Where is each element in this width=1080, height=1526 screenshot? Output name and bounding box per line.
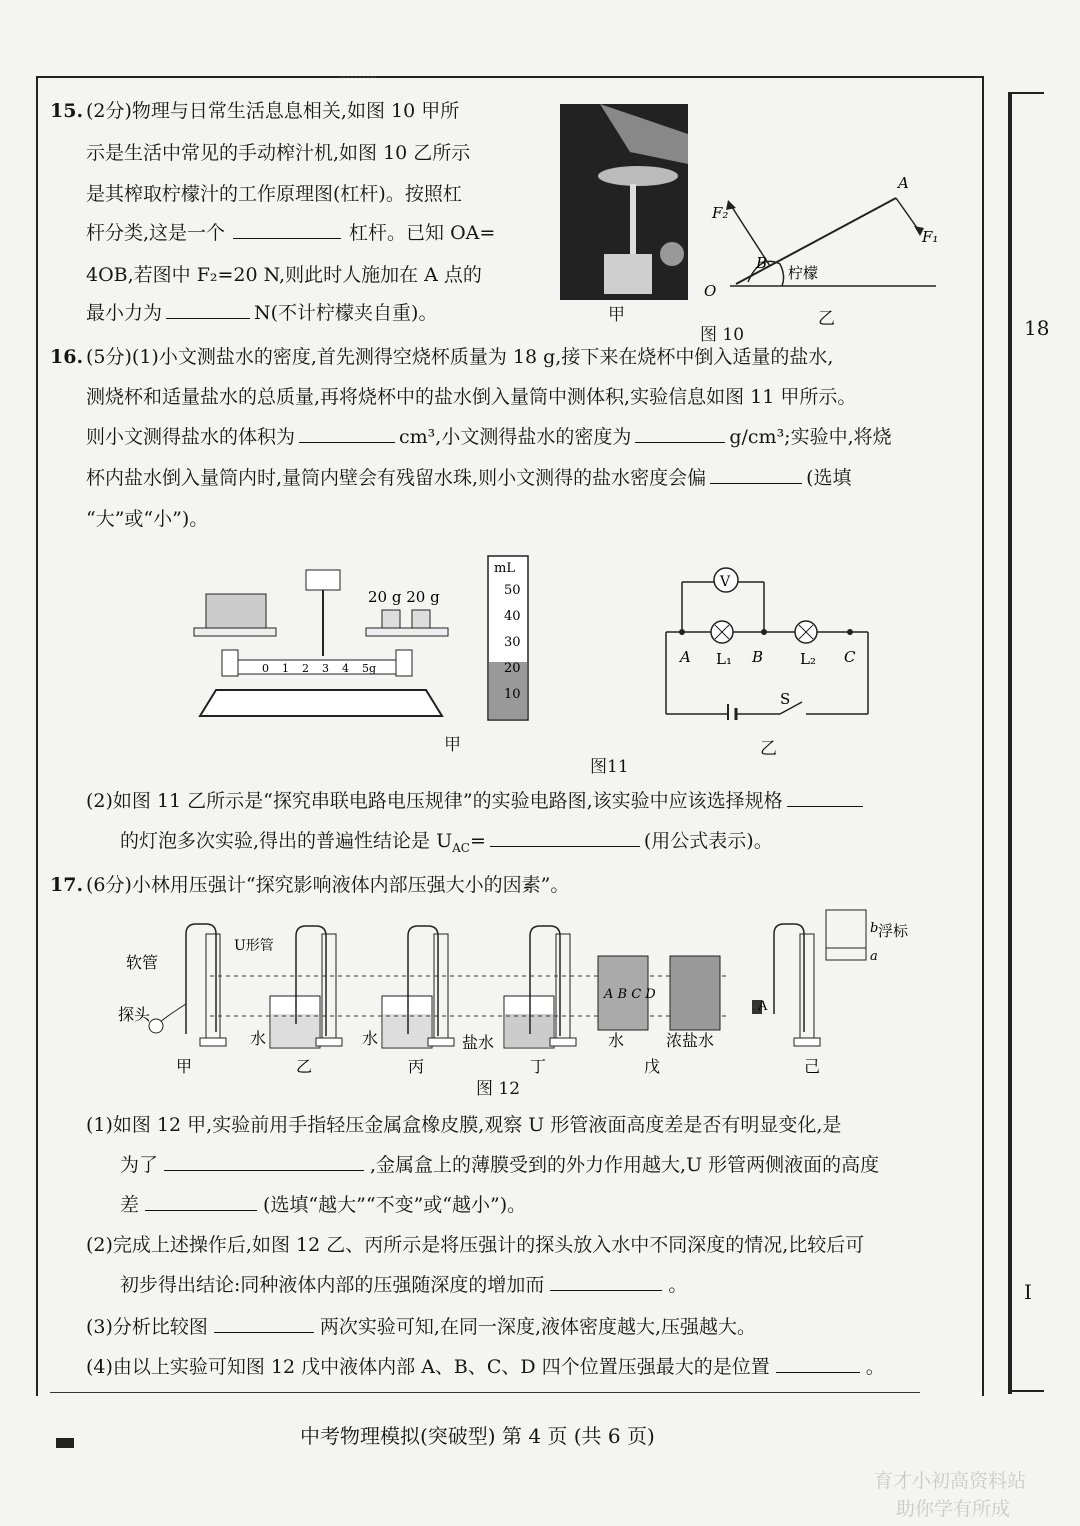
top-mark <box>340 76 376 81</box>
label-wu-points: A B C D <box>604 987 656 1002</box>
u-tube-jia <box>149 924 226 1046</box>
label-bing: 丙 <box>408 1057 425 1076</box>
label-float: 浮标 <box>878 922 909 940</box>
answer-blank[interactable] <box>145 1192 257 1211</box>
cylinder-tick: 50 <box>504 583 521 598</box>
label-ji-b: b <box>870 921 879 936</box>
q15-line: (2分)物理与日常生活息息相关,如图 10 甲所 <box>86 100 460 122</box>
answer-blank[interactable] <box>787 788 863 807</box>
fig11-left-label: 甲 <box>444 735 461 755</box>
balance-diagram <box>186 566 456 726</box>
scale-tick: 3 <box>322 662 329 675</box>
answer-blank[interactable] <box>299 424 395 443</box>
label-probe: 探头 <box>118 1005 151 1024</box>
watermark-line2: 助你学有所成 <box>896 1498 1011 1520</box>
lamp-l2-label: L₂ <box>800 650 816 668</box>
q17-line: 为了 ,金属盒上的薄膜受到的外力作用越大,U 形管两侧液面的高度 <box>120 1154 880 1176</box>
answer-blank[interactable] <box>164 1152 364 1171</box>
u-tube-yi <box>270 926 342 1048</box>
point-o-label: O <box>704 282 717 300</box>
q16-line: 的灯泡多次实验,得出的普遍性结论是 $U_{AC}=$ (用公式表示)。 <box>120 830 773 855</box>
label-ji: 己 <box>804 1057 821 1076</box>
label-ding: 丁 <box>530 1057 547 1076</box>
cylinder-tick: 40 <box>504 609 521 624</box>
force-f2-label: F₂ <box>712 204 729 222</box>
q16-line: 则小文测得盐水的体积为 cm³,小文测得盐水的密度为 g/cm³;实验中,将烧 <box>86 426 892 448</box>
circuit-diagram <box>660 560 880 720</box>
q17-line: (2)完成上述操作后,如图 12 乙、丙所示是将压强计的探头放入水中不同深度的情况,比较后可 <box>86 1234 865 1256</box>
pressure-figure <box>110 904 910 1094</box>
binding-tick <box>1010 1390 1044 1392</box>
label-yi: 乙 <box>296 1057 313 1076</box>
q16-line: “大”或“小”)。 <box>86 508 209 530</box>
binding-tick <box>1010 92 1044 94</box>
page-footer: 中考物理模拟(突破型) 第 4 页 (共 6 页) <box>300 1424 655 1448</box>
scale-tick: 2 <box>302 662 309 675</box>
label-ji-a-small: a <box>870 949 878 964</box>
cylinder-tick: 20 <box>504 661 521 676</box>
q17-line: (4)由以上实验可知图 12 戊中液体内部 A、B、C、D 四个位置压强最大的是位置 。 <box>86 1356 885 1378</box>
label-water-wu: 水 <box>608 1031 625 1050</box>
q16-line: 杯内盐水倒入量筒内时,量筒内壁会有残留水珠,则小文测得的盐水密度会偏 (选填 <box>86 467 852 489</box>
footer-divider <box>50 1392 920 1393</box>
q17-line: 差 (选填“越大”“不变”或“越小”)。 <box>120 1194 527 1216</box>
label-ji-a: A <box>758 999 768 1014</box>
answer-blank[interactable] <box>776 1354 860 1373</box>
label-water-bing: 水 <box>362 1029 379 1048</box>
u-tube-bing <box>382 926 454 1048</box>
u-tube-ding <box>504 926 576 1048</box>
label-salt-water: 盐水 <box>462 1033 495 1052</box>
answer-blank[interactable] <box>490 828 640 847</box>
label-jia: 甲 <box>176 1057 193 1076</box>
q17-line: 初步得出结论:同种液体内部的压强随深度的增加而 。 <box>120 1274 688 1296</box>
q17-line: (6分)小林用压强计“探究影响液体内部压强大小的因素”。 <box>86 874 570 896</box>
label-soft-tube: 软管 <box>126 953 159 972</box>
measuring-cylinder <box>484 552 534 724</box>
answer-blank[interactable] <box>166 300 250 319</box>
scale-tick: 1 <box>282 662 289 675</box>
lamp-l1-label: L₁ <box>716 650 732 668</box>
side-mark-bottom: I <box>1024 1280 1032 1304</box>
answer-blank[interactable] <box>550 1272 662 1291</box>
fig11-caption: 图11 <box>590 757 629 777</box>
fig12-caption: 图 12 <box>476 1079 521 1099</box>
answer-blank[interactable] <box>214 1314 314 1333</box>
u-tube-ji <box>752 910 866 1046</box>
watermark-line1: 育才小初高资料站 <box>874 1470 1027 1492</box>
beaker <box>206 594 266 628</box>
q16-line: (5分)(1)小文测盐水的密度,首先测得空烧杯质量为 18 g,接下来在烧杯中倒入适量的盐水, <box>86 346 834 368</box>
scale-tick: 5g <box>362 662 377 675</box>
left-pan <box>194 628 276 636</box>
switch-label: S <box>780 690 791 708</box>
weight <box>382 610 400 628</box>
q17-line: (1)如图 12 甲,实验前用手指轻压金属盒橡皮膜,观察 U 形管液面高度差是否有明显变化,是 <box>86 1114 842 1136</box>
q16-line: 测烧杯和适量盐水的总质量,再将烧杯中的盐水倒入量筒中测体积,实验信息如图 11 甲所示。 <box>86 386 857 408</box>
balance-base <box>200 690 442 716</box>
printer-logo-icon <box>56 1438 74 1448</box>
fig10-caption: 图 10 <box>700 325 745 345</box>
fig10-right-label: 乙 <box>818 309 835 329</box>
cylinder-unit: mL <box>494 561 515 576</box>
answer-blank[interactable] <box>635 424 725 443</box>
lemon-label: 柠檬 <box>788 264 819 282</box>
juicer-photo <box>560 104 688 300</box>
right-pan <box>366 628 448 636</box>
question-number: 17. <box>50 874 84 896</box>
answer-blank[interactable] <box>710 465 802 484</box>
point-a-label: A <box>680 648 691 666</box>
q15-line: 4OB,若图中 F₂=20 N,则此时人施加在 A 点的 <box>86 264 482 286</box>
point-a-label: A <box>898 174 909 192</box>
cylinder-tick: 30 <box>504 635 521 650</box>
binding-line <box>1008 92 1012 1394</box>
question-number: 15. <box>50 100 84 122</box>
label-conc-salt: 浓盐水 <box>666 1031 715 1050</box>
point-b-label: B <box>752 648 764 666</box>
dial <box>306 570 340 590</box>
question-number: 16. <box>50 346 84 368</box>
point-b-label: B <box>756 254 768 272</box>
force-f1-label: F₁ <box>922 228 939 246</box>
scale-tick: 4 <box>342 662 349 675</box>
lever-diagram <box>700 170 950 300</box>
label-wu: 戊 <box>644 1057 661 1076</box>
weight <box>412 610 430 628</box>
weights-label: 20 g 20 g <box>368 588 440 606</box>
q15-line: 是其榨取柠檬汁的工作原理图(杠杆)。按照杠 <box>86 183 462 205</box>
side-mark-top: 18 <box>1024 316 1050 340</box>
cylinder-tick: 10 <box>504 687 521 702</box>
voltmeter-label: V <box>720 574 731 590</box>
q16-line: (2)如图 11 乙所示是“探究串联电路电压规律”的实验电路图,该实验中应该选择规格 <box>86 788 867 814</box>
fig11-right-label: 乙 <box>760 739 777 759</box>
label-water-yi: 水 <box>250 1029 267 1048</box>
q15-line: 最小力为 N(不计柠檬夹自重)。 <box>86 302 438 324</box>
answer-blank[interactable] <box>233 220 341 239</box>
q17-line: (3)分析比较图 两次实验可知,在同一深度,液体密度越大,压强越大。 <box>86 1316 757 1338</box>
point-c-label: C <box>844 648 856 666</box>
q15-line: 示是生活中常见的手动榨汁机,如图 10 乙所示 <box>86 142 471 164</box>
label-u-tube: U形管 <box>234 938 274 954</box>
fig10-left-label: 甲 <box>608 305 625 325</box>
scale-tick: 0 <box>262 662 269 675</box>
q15-line: 杆分类,这是一个 杠杆。已知 OA= <box>86 222 496 244</box>
